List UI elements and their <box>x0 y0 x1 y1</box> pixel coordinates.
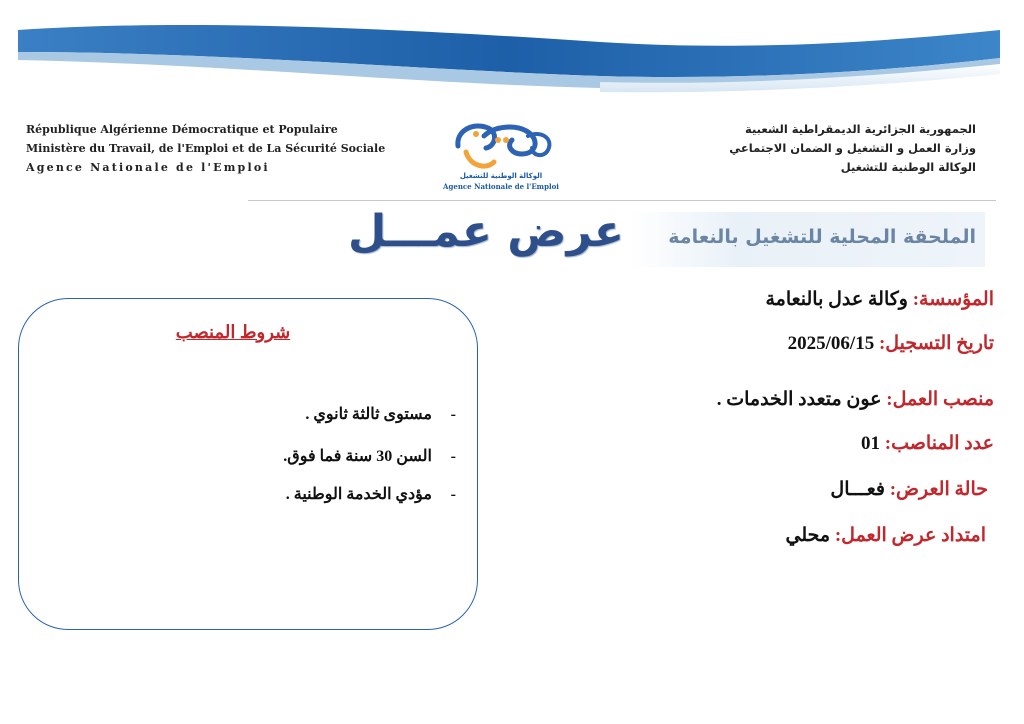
ar-line-agency: الوكالة الوطنية للتشغيل <box>840 160 976 174</box>
condition-text: مؤدي الخدمة الوطنية . <box>285 486 432 503</box>
logo-caption-french: Agence Nationale de l'Emploi <box>443 182 559 191</box>
fr-line-ministry: Ministère du Travail, de l'Emploi et de La Sécurité Sociale <box>26 142 386 155</box>
offer-scope-value: محلي <box>785 525 831 546</box>
header-arabic <box>729 120 976 177</box>
condition-text: مستوى ثالثة ثانوي . <box>305 406 432 423</box>
header-french <box>26 120 385 177</box>
job-position-value: عون متعدد الخدمات . <box>716 389 882 410</box>
anem-logo <box>436 116 566 192</box>
bullet-dash: - <box>450 486 456 503</box>
header-divider <box>248 200 996 201</box>
registration-date-field <box>788 332 994 355</box>
condition-item <box>286 484 456 504</box>
condition-item <box>305 404 456 424</box>
offer-status-field <box>830 478 988 501</box>
condition-text: السن 30 سنة فما فوق. <box>283 448 432 465</box>
offer-title: عرض عمـــل <box>348 206 624 257</box>
offer-status-label: حالة العرض: <box>889 479 988 500</box>
ar-line-ministry: وزارة العمل و التشغيل و الضمان الاجتماعي <box>729 141 976 155</box>
agency-title: الملحقة المحلية للتشغيل بالنعامة <box>668 226 976 248</box>
registration-date-label: تاريخ التسجيل: <box>878 333 994 354</box>
logo-caption-arabic: الوكالة الوطنية للتشغيل <box>459 172 543 180</box>
job-position-label: منصب العمل: <box>886 389 994 410</box>
fr-line-republic: République Algérienne Démocratique et Populaire <box>26 123 338 136</box>
job-position-field <box>717 388 994 411</box>
conditions-title: شروط المنصب <box>175 322 291 342</box>
positions-count-label: عدد المناصب: <box>884 433 994 454</box>
positions-count-value: 01 <box>861 433 881 454</box>
registration-date-value: 2025/06/15 <box>787 333 875 354</box>
institution-value: وكالة عدل بالنعامة <box>765 289 908 310</box>
bullet-dash: - <box>450 448 456 465</box>
fr-line-agency: Agence Nationale de l'Emploi <box>26 161 270 174</box>
institution-label: المؤسسة: <box>912 289 994 310</box>
offer-scope-label: امتداد عرض العمل: <box>834 525 986 546</box>
offer-status-value: فعـــال <box>830 479 885 500</box>
institution-field <box>765 288 994 311</box>
ar-line-republic: الجمهورية الجزائرية الديمقراطية الشعبية <box>744 122 976 136</box>
bullet-dash: - <box>450 406 456 423</box>
condition-item <box>283 446 456 466</box>
offer-scope-field <box>786 524 986 547</box>
positions-count-field <box>861 432 994 455</box>
header-wave-banner <box>0 0 1024 95</box>
